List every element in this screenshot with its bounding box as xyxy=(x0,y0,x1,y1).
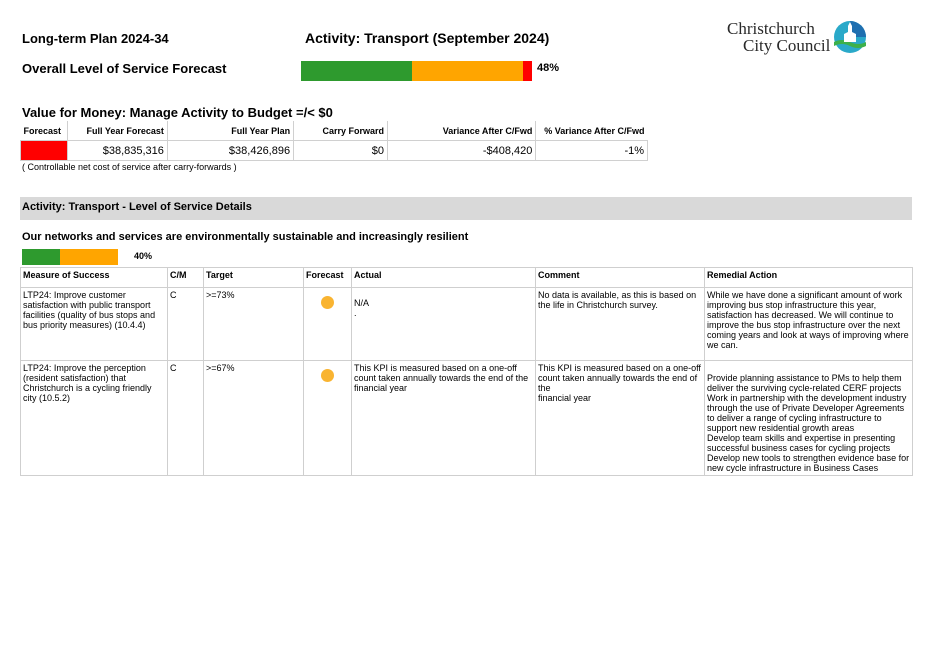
measure-cell: LTP24: Improve the perception (resident satisfaction) that Christchurch is a cycling friendly city (10.5.2) xyxy=(21,361,168,476)
overall-forecast-label: Overall Level of Service Forecast xyxy=(22,61,227,76)
actual-cell: N/A . xyxy=(352,288,536,361)
details-band-title: Activity: Transport - Level of Service Details xyxy=(22,201,252,213)
col-forecast: Forecast xyxy=(304,268,352,288)
measures-table xyxy=(20,267,913,476)
cm-cell: C xyxy=(168,288,204,361)
target-cell: >=73% xyxy=(204,288,304,361)
col-forecast: Forecast xyxy=(21,121,68,141)
col-measure: Measure of Success xyxy=(21,268,168,288)
col-variance: Variance After C/Fwd xyxy=(387,121,535,141)
council-logo xyxy=(727,20,869,56)
bar-segment-amber xyxy=(412,61,523,81)
budget-header-row xyxy=(21,121,648,141)
overall-bar-segments xyxy=(301,61,532,81)
col-full-year-forecast: Full Year Forecast xyxy=(67,121,167,141)
bar-segment-green xyxy=(22,249,60,265)
details-section-band xyxy=(20,197,912,220)
actual-cell: This KPI is measured based on a one-off count taken annually towards the end of the financial year xyxy=(352,361,536,476)
goal-heading: Our networks and services are environmentally sustainable and increasingly resilient xyxy=(22,231,469,243)
target-cell: >=67% xyxy=(204,361,304,476)
full-year-forecast-value: $38,835,316 xyxy=(67,141,167,161)
cathedral-emblem-icon xyxy=(833,20,867,54)
col-full-year-plan: Full Year Plan xyxy=(167,121,293,141)
bar-segment-red xyxy=(523,61,532,81)
overall-forecast-percent: 48% xyxy=(537,62,560,74)
col-comment: Comment xyxy=(536,268,705,288)
col-actual: Actual xyxy=(352,268,536,288)
full-year-plan-value: $38,426,896 xyxy=(167,141,293,161)
forecast-status-dot xyxy=(321,369,334,382)
goal-forecast-bar xyxy=(22,249,118,265)
forecast-cell xyxy=(304,288,352,361)
overall-forecast-bar xyxy=(301,61,532,81)
col-remedial: Remedial Action xyxy=(705,268,913,288)
remedial-cell: Provide planning assistance to PMs to help them deliver the surviving cycle-related CERF projects Work in partnership with the development industry through the use of Private Developer Agreements to deliver a range of cycling infrastructure to support new residential growth areas Develop team skills and expertise in presenting successful business cases for cycling projects Develop new tools to strengthen evidence base for new cycle infrastructure in Business Cases xyxy=(705,361,913,476)
measures-header-row xyxy=(21,268,913,288)
col-carry-forward: Carry Forward xyxy=(294,121,388,141)
table-row xyxy=(21,288,913,361)
logo-line-1: Christchurch xyxy=(727,19,815,38)
comment-cell: No data is available, as this is based on the life in Christchurch survey. xyxy=(536,288,705,361)
remedial-cell: While we have done a significant amount of work improving bus stop infrastructure this year, satisfaction has decreased. We will continue to improve the bus stop infrastructure over the next coming years and look at ways of improving where we can. xyxy=(705,288,913,361)
logo-line-2: City Council xyxy=(743,36,831,55)
bar-segment-green xyxy=(301,61,412,81)
measure-cell: LTP24: Improve customer satisfaction with public transport facilities (quality of bus stops and bus priority measures) (10.4.4) xyxy=(21,288,168,361)
budget-row xyxy=(21,141,648,161)
col-pct-variance: % Variance After C/Fwd xyxy=(536,121,648,141)
table-row xyxy=(21,361,913,476)
cm-cell: C xyxy=(168,361,204,476)
comment-cell: This KPI is measured based on a one-off count taken annually towards the end of the financial year xyxy=(536,361,705,476)
plan-title: Long-term Plan 2024-34 xyxy=(22,31,169,46)
value-for-money-heading: Value for Money: Manage Activity to Budget =/< $0 xyxy=(22,105,333,120)
budget-note: ( Controllable net cost of service after carry-forwards ) xyxy=(22,162,237,172)
forecast-cell xyxy=(304,361,352,476)
col-target: Target xyxy=(204,268,304,288)
carry-forward-value: $0 xyxy=(294,141,388,161)
goal-bar-segments xyxy=(22,249,118,265)
col-cm: C/M xyxy=(168,268,204,288)
bar-segment-amber xyxy=(60,249,118,265)
budget-table xyxy=(20,121,648,161)
pct-variance-value: -1% xyxy=(536,141,648,161)
activity-title: Activity: Transport (September 2024) xyxy=(305,30,550,46)
forecast-status-dot xyxy=(321,296,334,309)
variance-value: -$408,420 xyxy=(387,141,535,161)
goal-forecast-percent: 40% xyxy=(134,251,153,261)
forecast-status-cell xyxy=(21,141,68,161)
